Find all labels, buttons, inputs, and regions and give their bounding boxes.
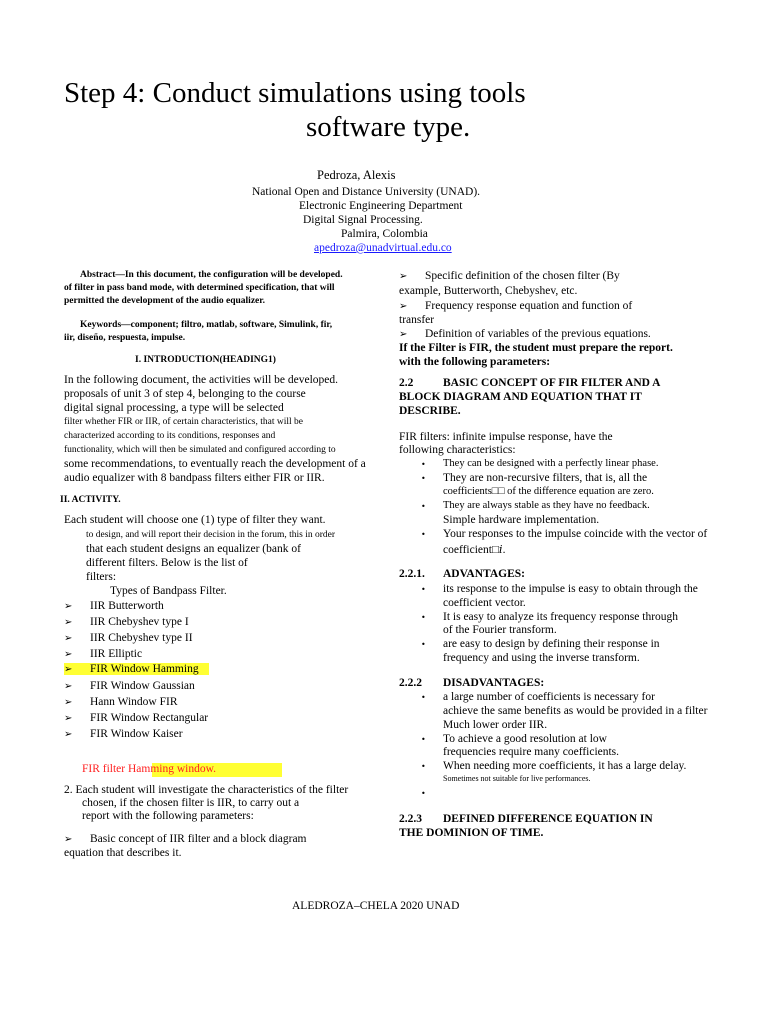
author-name: Pedroza, Alexis <box>317 168 396 182</box>
param-line: ➢ Frequency response equation and function of <box>399 300 633 312</box>
section-heading-fir-concept: DESCRIBE. <box>399 405 461 417</box>
arrow-bullet-icon: ➢ <box>64 834 73 845</box>
bullet-icon: • <box>421 789 426 798</box>
affiliation-line: Palmira, Colombia <box>341 228 428 240</box>
fir-bullet-item-overlap: Simple hardware implementation. <box>443 514 600 526</box>
filter-list-item: ➢ FIR Window Gaussian <box>64 680 195 692</box>
fir-intro-line: following characteristics: <box>399 444 516 456</box>
filter-list-item: ➢ IIR Elliptic <box>64 648 143 660</box>
bullet-icon: • <box>421 530 426 539</box>
arrow-bullet-icon: ➢ <box>64 633 73 644</box>
section-heading-fir-concept: BLOCK DIAGRAM AND EQUATION THAT IT <box>399 391 642 403</box>
section-heading-difference-equation: THE DOMINION OF TIME. <box>399 827 544 839</box>
fir-bullet-cont: coefficients□□ of the difference equation are zero. <box>443 486 654 497</box>
disadvantage-small-note: Sometimes not suitable for live performances. <box>443 774 591 783</box>
section-number: 2.2.3 <box>399 813 422 825</box>
fir-bullet-item: • They are always stable as they have no feedback. <box>421 500 650 511</box>
activity-line: to design, and will report their decision in the forum, this in order <box>86 530 336 540</box>
intro-line: characterized according to its conditions, responses and <box>64 431 276 441</box>
intro-line: filter whether FIR or IIR, of certain characteristics, that will be <box>64 417 303 427</box>
section-heading-disadvantages: DISADVANTAGES: <box>443 677 545 689</box>
bullet-icon: • <box>421 502 426 511</box>
filter-list-item: ➢ FIR Window Kaiser <box>64 728 183 740</box>
bullet-icon: • <box>421 693 426 702</box>
abstract-line: of filter in pass band mode, with determined specification, that will <box>64 283 335 293</box>
fir-intro-line: FIR filters: infinite impulse response, have the <box>399 431 613 443</box>
filter-list-item: ➢ IIR Chebyshev type II <box>64 632 193 644</box>
bullet-icon: • <box>421 460 426 469</box>
fir-note-line: If the Filter is FIR, the student must prepare the report. <box>399 342 673 354</box>
empty-bullet <box>421 787 431 799</box>
arrow-bullet-icon: ➢ <box>64 664 73 675</box>
disadvantage-cont: frequencies require many coefficients. <box>443 746 620 758</box>
arrow-bullet-icon: ➢ <box>64 729 73 740</box>
fir-note-line: with the following parameters: <box>399 356 551 368</box>
arrow-bullet-icon: ➢ <box>64 617 73 628</box>
intro-line: digital signal processing, a type will be selected <box>64 402 284 414</box>
fir-bullet-item: • They are non-recursive filters, that is, all the <box>421 472 648 484</box>
affiliation-line: National Open and Distance University (UNAD). <box>252 186 481 198</box>
intro-line: audio equalizer with 8 bandpass filters either FIR or IIR. <box>64 472 325 484</box>
section-number: 2.2 <box>399 377 414 389</box>
activity-line: that each student designs an equalizer (bank of <box>86 543 301 555</box>
section-heading-advantages: ADVANTAGES: <box>443 568 526 580</box>
arrow-bullet-icon: ➢ <box>399 271 408 282</box>
disadvantage-item: • To achieve a good resolution at low <box>421 733 607 745</box>
iir-param-line: equation that describes it. <box>64 847 182 859</box>
item2-line: chosen, if the chosen filter is IIR, to carry out a <box>82 797 300 809</box>
advantage-cont: of the Fourier transform. <box>443 624 557 636</box>
activity-line: filters: <box>86 571 117 583</box>
arrow-bullet-icon: ➢ <box>399 329 408 340</box>
arrow-bullet-icon: ➢ <box>64 681 73 692</box>
fir-bullet-cont: coefficient□𝑖. <box>443 544 506 556</box>
email-link[interactable]: apedroza@unadvirtual.edu.co <box>314 242 452 254</box>
section-heading-activity: II. ACTIVITY. <box>60 495 121 505</box>
page-footer: ALEDROZA–CHELA 2020 UNAD <box>292 900 460 912</box>
affiliation-line: Digital Signal Processing. <box>303 214 423 226</box>
disadvantage-cont: Much lower order IIR. <box>443 719 548 731</box>
param-line: example, Butterworth, Chebyshev, etc. <box>399 285 578 297</box>
item2-line: 2. Each student will investigate the characteristics of the filter <box>64 784 349 796</box>
filter-list-item: ➢ FIR Window Rectangular <box>64 712 209 724</box>
bullet-icon: • <box>421 735 426 744</box>
advantage-item: • its response to the impulse is easy to obtain through the <box>421 583 698 595</box>
section-heading-fir-concept: BASIC CONCEPT OF FIR FILTER AND A <box>443 377 661 389</box>
arrow-bullet-icon: ➢ <box>64 649 73 660</box>
arrow-bullet-icon: ➢ <box>64 713 73 724</box>
abstract-line: permitted the development of the audio equalizer. <box>64 296 265 306</box>
bullet-icon: • <box>421 474 426 483</box>
abstract-line: Abstract—In this document, the configuration will be developed. <box>80 270 343 280</box>
filter-list-item-highlighted: ➢ FIR Window Hamming <box>64 663 209 675</box>
bullet-icon: • <box>421 613 426 622</box>
intro-line: In the following document, the activities will be developed. <box>64 374 339 386</box>
filter-list-item: ➢ IIR Butterworth <box>64 600 164 612</box>
param-line: transfer <box>399 314 435 326</box>
iir-param-line: ➢ Basic concept of IIR filter and a block diagram <box>64 833 307 845</box>
arrow-bullet-icon: ➢ <box>64 697 73 708</box>
item2-line: report with the following parameters: <box>82 810 254 822</box>
disadvantage-item: • When needing more coefficients, it has a large delay. <box>421 760 687 772</box>
bullet-icon: • <box>421 640 426 649</box>
keywords-line: Keywords—component; filtro, matlab, software, Simulink, fir, <box>80 320 333 330</box>
intro-line: some recommendations, to eventually reach the development of a <box>64 458 366 470</box>
intro-line: proposals of unit 3 of step 4, belonging to the course <box>64 388 306 400</box>
fir-bullet-item: • Your responses to the impulse coincide with the vector of <box>421 528 708 540</box>
title-line-1: Step 4: Conduct simulations using tools <box>64 77 526 109</box>
bullet-icon: • <box>421 585 426 594</box>
fir-bullet-item: • They can be designed with a perfectly linear phase. <box>421 458 659 469</box>
advantage-item: • are easy to design by defining their response in <box>421 638 660 650</box>
advantage-item: • It is easy to analyze its frequency response through <box>421 611 679 623</box>
section-heading-difference-equation: DEFINED DIFFERENCE EQUATION IN <box>443 813 653 825</box>
section-number: 2.2.1. <box>399 568 425 580</box>
section-number: 2.2.2 <box>399 677 422 689</box>
arrow-bullet-icon: ➢ <box>64 601 73 612</box>
advantage-cont: frequency and using the inverse transform. <box>443 652 640 664</box>
filter-types-label: Types of Bandpass Filter. <box>110 585 227 597</box>
arrow-bullet-icon: ➢ <box>399 301 408 312</box>
affiliation-line: Electronic Engineering Department <box>299 200 463 212</box>
activity-first-line: Each student will choose one (1) type of filter they want. <box>64 514 326 526</box>
chosen-filter-text: FIR filter Hamming window. <box>82 763 217 775</box>
section-heading-introduction: I. INTRODUCTION(HEADING1) <box>135 355 276 365</box>
filter-list-item: ➢ Hann Window FIR <box>64 696 178 708</box>
title-line-2: software type. <box>306 111 471 143</box>
bullet-icon: • <box>421 762 426 771</box>
param-line: ➢ Definition of variables of the previous equations. <box>399 328 651 340</box>
advantage-cont: coefficient vector. <box>443 597 526 609</box>
keywords-line: iir, diseño, respuesta, impulse. <box>64 333 186 343</box>
filter-list-item: ➢ IIR Chebyshev type I <box>64 616 189 628</box>
disadvantage-item: • a large number of coefficients is necessary for <box>421 691 655 703</box>
activity-line: different filters. Below is the list of <box>86 557 248 569</box>
param-line: ➢ Specific definition of the chosen filter (By <box>399 270 620 282</box>
disadvantage-cont: achieve the same benefits as would be provided in a filter <box>443 705 708 717</box>
intro-line: functionality, which will then be simulated and configured according to <box>64 445 336 455</box>
